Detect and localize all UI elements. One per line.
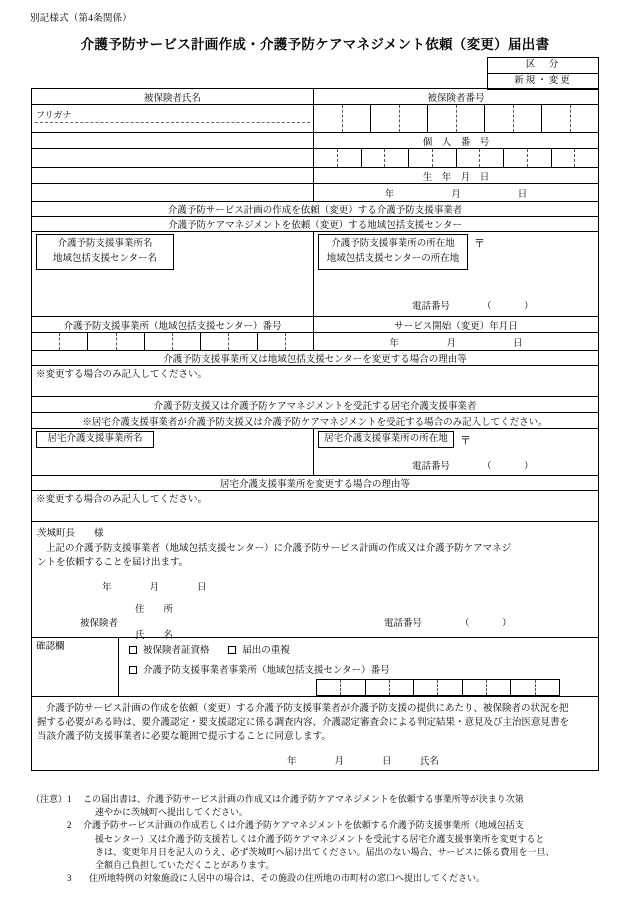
insured-name-blank-c[interactable]	[32, 168, 314, 183]
form-code: 別記様式（第4条関係）	[30, 14, 132, 24]
number-cell[interactable]	[536, 680, 559, 695]
declaration-name-label: 氏 名	[135, 631, 174, 641]
note-line: 速やかに茨城町へ提出してください。	[95, 807, 249, 818]
declaration-addressee: 茨城町長 様	[37, 529, 104, 539]
number-cell[interactable]	[343, 105, 372, 132]
note-body	[83, 793, 607, 819]
number-cell[interactable]	[463, 680, 487, 695]
note-body	[83, 872, 607, 885]
provider-number-grid[interactable]	[32, 333, 314, 350]
row-insured-number	[32, 105, 598, 133]
note-line: 介護予防サービス計画の作成若しくは介護予防ケアマネジメントを依頼する介護予防支援事業所（地域包括支	[83, 820, 524, 831]
confirmation-section-label: 確認欄	[32, 638, 119, 696]
number-cell[interactable]	[514, 105, 543, 132]
number-cell[interactable]	[32, 333, 60, 350]
main-form-table	[31, 88, 599, 771]
number-cell[interactable]	[542, 105, 571, 132]
provider-banner-line1: 介護予防サービス計画の作成を依頼（変更）する介護予防支援事業者	[167, 206, 463, 216]
provider-change-reason-note: ※変更する場合のみ記入してください。	[36, 370, 208, 380]
number-cell[interactable]	[552, 149, 576, 167]
birth-header: 生 年 月 日	[422, 172, 490, 183]
number-cell[interactable]	[414, 680, 438, 695]
checkbox-insured-qualification[interactable]	[129, 646, 137, 654]
row-home-change-reason-field	[32, 491, 598, 522]
service-start-value[interactable]: 年 月 日	[389, 338, 523, 349]
home-provider-name-label: 居宅介護支援事業所名	[36, 431, 154, 448]
furigana-label: フリガナ	[36, 110, 72, 120]
confirmation-check-row-2	[129, 662, 390, 676]
provider-address-cell[interactable]	[314, 232, 598, 316]
provider-name-cell[interactable]	[32, 232, 314, 316]
provider-tel-label: 電話番号	[412, 302, 451, 312]
number-cell[interactable]	[400, 105, 429, 132]
home-provider-postal-mark: 〒	[460, 435, 471, 447]
note-item	[31, 872, 607, 885]
notes-heading: （注意）	[31, 794, 68, 804]
declaration-tel-open: （	[460, 619, 470, 629]
note-number: 3	[67, 873, 72, 884]
provider-banner-line2: 介護予防ケアマネジメントを依頼（変更）する地域包括支援センター	[168, 221, 462, 231]
home-provider-name-cell[interactable]	[32, 429, 314, 475]
number-cell[interactable]	[145, 333, 173, 350]
home-provider-banner-line1: 介護予防支援又は介護予防ケアマネジメントを受託する居宅介護支援事業者	[153, 401, 477, 412]
insured-name-blank-d[interactable]	[32, 184, 314, 201]
declaration-date-line[interactable]: 年 月 日	[102, 583, 207, 593]
number-cell[interactable]	[457, 105, 486, 132]
provider-change-reason-field[interactable]	[32, 366, 598, 396]
confirmation-checks	[119, 638, 598, 696]
row-provider-number-grid	[32, 333, 598, 351]
declaration-tel-close: ）	[502, 619, 512, 629]
number-cell[interactable]	[504, 149, 528, 167]
number-cell[interactable]	[571, 105, 599, 132]
row-consent	[32, 697, 598, 770]
row-insured-headers	[32, 89, 598, 105]
row-birth-header	[32, 168, 598, 184]
home-provider-address-cell[interactable]	[314, 429, 598, 475]
declaration-body-line1: 上記の介護予防支援事業者（地域包括支援センター）に介護予防サービス計画の作成又は介護予防ケアマネジ	[46, 544, 512, 554]
number-cell[interactable]	[60, 333, 88, 350]
note-number: 1	[67, 794, 72, 804]
note-body	[83, 819, 607, 872]
consent-line3: 当該介護予防支援事業者に必要な範囲で提示することに同意します。	[37, 732, 331, 742]
confirmation-number-grid[interactable]	[316, 679, 560, 696]
row-provider-info	[32, 232, 598, 317]
furigana-underline	[35, 122, 310, 123]
number-cell[interactable]	[575, 149, 598, 167]
number-cell[interactable]	[480, 149, 504, 167]
declaration-address-label: 住 所	[135, 605, 174, 615]
checkbox-provider-office-number[interactable]	[129, 666, 137, 674]
row-mynumber-grid	[32, 149, 598, 168]
consent-line1: 介護予防サービス計画の作成を依頼（変更）する介護予防支援事業者が介護予防支援の提供にあたり、被保険者の状況を把	[46, 704, 569, 714]
provider-address-label: 介護予防支援事業所の所在地 地域包括支援センターの所在地	[318, 234, 468, 270]
row-declaration	[32, 522, 598, 641]
provider-tel-open: （	[482, 302, 492, 312]
number-cell[interactable]	[390, 680, 414, 695]
number-cell[interactable]	[201, 333, 229, 350]
kubun-box	[487, 57, 599, 90]
insured-name-blank-b[interactable]	[32, 149, 314, 167]
row-provider-banner-1	[32, 202, 598, 217]
kubun-label: 区 分	[488, 58, 598, 74]
number-cell[interactable]	[385, 149, 409, 167]
birth-value[interactable]: 年 月 日	[384, 189, 528, 200]
consent-block	[32, 697, 598, 770]
number-cell[interactable]	[88, 333, 116, 350]
home-provider-tel-open: （	[482, 462, 492, 472]
furigana-field[interactable]	[32, 105, 314, 132]
note-line: 援センター）又は介護予防支援若しくは介護予防ケアマネジメントを受託する居宅介護支援事業所を変更すると	[95, 833, 545, 844]
confirmation-check-row-1	[129, 642, 290, 656]
number-cell[interactable]	[511, 680, 535, 695]
note-item	[31, 793, 607, 819]
kubun-value[interactable]: 新規・変更	[514, 76, 572, 86]
mynumber-header: 個 人 番 号	[422, 137, 490, 148]
row-home-banner-2	[32, 413, 598, 429]
home-provider-change-reason-field[interactable]	[32, 491, 598, 521]
row-mynumber-header	[32, 133, 598, 149]
declaration-body-line2: ントを依頼することを届け出ます。	[37, 558, 189, 568]
number-cell[interactable]	[428, 105, 457, 132]
insured-number-header: 被保険者番号	[427, 93, 485, 104]
insured-name-blank-a[interactable]	[32, 133, 314, 148]
row-home-change-reason-label	[32, 476, 598, 491]
note-line: きは、変更年月日を記入のうえ、必ず茨城町へ届け出てください。届出のない場合、サービスに係る費用を一旦、	[95, 846, 555, 857]
number-cell[interactable]	[338, 149, 362, 167]
number-cell[interactable]	[173, 333, 201, 350]
number-cell[interactable]	[229, 333, 257, 350]
declaration-block	[32, 522, 598, 641]
number-cell[interactable]	[317, 680, 341, 695]
number-cell[interactable]	[457, 149, 481, 167]
declaration-insured-label: 被保険者	[80, 619, 119, 629]
confirmation-check3-label: 介護予防支援事業者事業所（地域包括支援センター）番号	[143, 666, 390, 676]
number-cell[interactable]	[409, 149, 433, 167]
row-provider-change-reason-field	[32, 366, 598, 397]
note-item	[31, 819, 607, 872]
home-provider-banner-line2: ※居宅介護支援事業者が介護予防支援又は介護予防ケアマネジメントを受託する場合のみ記入してください。	[82, 417, 548, 428]
home-provider-tel-label: 電話番号	[412, 462, 451, 472]
home-provider-change-reason-label: 居宅介護支援事業所を変更する場合の理由等	[219, 480, 410, 490]
number-cell[interactable]	[341, 680, 365, 695]
declaration-tel-label: 電話番号	[384, 619, 423, 629]
checkbox-duplicate-submission[interactable]	[228, 646, 236, 654]
row-provider-number-header	[32, 317, 598, 333]
row-home-provider-info	[32, 429, 598, 476]
row-confirmation	[32, 638, 598, 697]
note-line: 全額自己負担していただくことがあります。	[95, 860, 275, 871]
row-provider-change-reason-label	[32, 351, 598, 366]
number-cell[interactable]	[362, 149, 386, 167]
home-provider-change-reason-note: ※変更する場合のみ記入してください。	[36, 495, 208, 505]
number-cell[interactable]	[487, 680, 511, 695]
number-cell[interactable]	[485, 105, 514, 132]
consent-signature-line[interactable]: 年 月 日 氏名	[287, 757, 440, 767]
number-cell[interactable]	[314, 149, 338, 167]
provider-change-reason-label: 介護予防支援事業所又は地域包括支援センターを変更する場合の理由等	[163, 355, 467, 365]
home-provider-address-label: 居宅介護支援事業所の所在地	[318, 431, 454, 448]
number-cell[interactable]	[438, 680, 462, 695]
notes-section	[31, 793, 607, 885]
confirmation-check1-label: 被保険者証資格	[143, 646, 210, 656]
row-provider-banner-2	[32, 217, 598, 232]
mynumber-grid[interactable]	[314, 149, 598, 167]
provider-name-label: 介護予防支援事業所名 地域包括支援センター名	[36, 234, 174, 270]
insured-number-grid[interactable]	[314, 105, 598, 132]
number-cell[interactable]	[314, 105, 343, 132]
row-birth-value	[32, 184, 598, 202]
home-provider-tel-close: ）	[524, 462, 534, 472]
consent-line2: 握する必要がある時は、要介護認定・要支援認定に係る調査内容、介護認定審査会による判定結果・意見及び主治医意見書を	[37, 718, 570, 728]
insured-name-header: 被保険者氏名	[32, 89, 314, 104]
row-home-banner-1	[32, 397, 598, 413]
confirmation-check2-label: 届出の重複	[242, 646, 290, 656]
number-cell[interactable]	[258, 333, 286, 350]
provider-tel-close: ）	[524, 302, 534, 312]
number-cell[interactable]	[286, 333, 313, 350]
number-cell[interactable]	[433, 149, 457, 167]
number-cell[interactable]	[371, 105, 400, 132]
note-line: この届出書は、介護予防サービス計画の作成又は介護予防ケアマネジメントを依頼する事業所等が決まり次第	[83, 794, 524, 804]
number-cell[interactable]	[366, 680, 390, 695]
page-title: 介護予防サービス計画作成・介護予防ケアマネジメント依頼（変更）届出書	[80, 37, 550, 52]
note-number: 2	[67, 820, 72, 831]
provider-number-label: 介護予防支援事業所（地域包括支援センター）番号	[32, 317, 314, 332]
number-cell[interactable]	[117, 333, 145, 350]
note-line: 住所地特例の対象施設に入居中の場合は、その施設の住所地の市町村の窓口へ提出してください。	[89, 873, 486, 884]
provider-postal-mark: 〒	[474, 238, 485, 250]
service-start-label: サービス開始（変更）年月日	[394, 321, 518, 332]
number-cell[interactable]	[528, 149, 552, 167]
